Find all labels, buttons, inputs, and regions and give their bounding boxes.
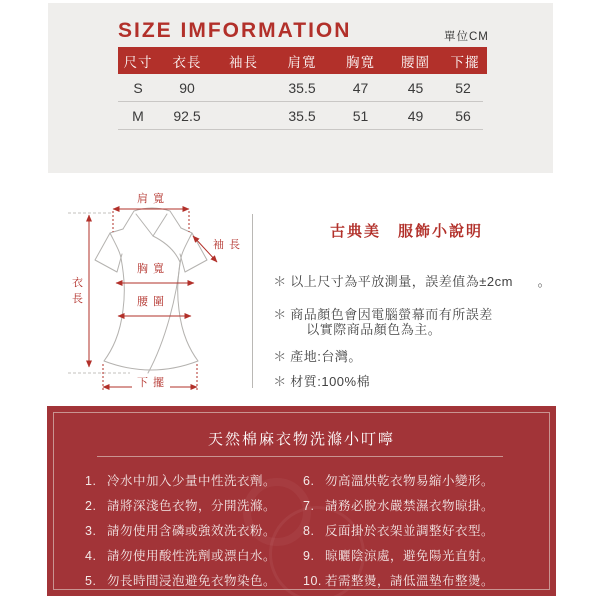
table-row-size-m [118,102,483,130]
item-number: 7. [303,499,315,513]
table-header-cell: 胸寬 [346,54,375,70]
chest-width-label: 胸 寬 [136,263,166,275]
list-item [303,494,521,519]
list-item [85,519,303,544]
item-number: 5. [85,574,97,588]
item-number: 9. [303,549,315,563]
table-header-cell: 尺寸 [123,54,153,70]
item-number: 3. [85,524,97,538]
washcare-list [85,469,546,594]
asterisk-bullet: ＊ [273,374,287,389]
table-cell: M [132,107,144,124]
item-number: 4. [85,549,97,563]
list-item [303,569,521,594]
table-cell: 49 [407,107,424,124]
garment-measurement-diagram [60,190,255,400]
note-text: 以上尺寸為平放測量，誤差值為±2cm 。 [290,274,552,289]
note-text: 商品顏色會因電腦螢幕而有所誤差 [290,307,493,322]
table-header-cell: 衣長 [172,54,202,70]
hem-label: 下 擺 [136,377,166,389]
table-cell: 35.5 [288,107,316,124]
washcare-title-divider [97,456,503,457]
washcare-list-right [303,469,521,594]
list-item [303,544,521,569]
item-number: 1. [85,474,97,488]
garment-outline [95,208,207,373]
item-number: 2. [85,499,97,513]
size-section-title: SIZE IMFORMATION [118,19,352,42]
note-measure [265,256,551,290]
asterisk-bullet: ＊ [273,349,287,364]
waist-label: 腰 圍 [136,296,166,308]
size-table-header [118,47,487,74]
table-cell: 51 [352,107,369,124]
table-row-size-s [118,74,483,102]
table-header-cell: 腰圍 [401,54,430,70]
item-number: 10. [303,574,322,588]
table-cell: 52 [455,79,471,96]
table-header-cell: 肩寬 [287,54,317,70]
item-number: 8. [303,524,315,538]
washcare-box [47,406,556,596]
item-text: 請勿使用酸性洗劑或漂白水。 [107,549,277,563]
item-text: 若需整燙，請低溫墊布整燙。 [325,574,495,588]
item-text: 請將深淺色衣物，分開洗滌。 [107,499,277,513]
table-cell: S [133,79,143,96]
list-item [85,469,303,494]
list-item [85,494,303,519]
asterisk-bullet: ＊ [273,274,287,289]
table-cell: 45 [407,79,424,96]
washcare-title: 天然棉麻衣物洗滌小叮嚀 [207,431,395,448]
washcare-list-left [85,469,303,594]
garment-length-label-top: 衣 [72,277,84,289]
item-text: 反面掛於衣架並調整好衣型。 [325,524,495,538]
item-text: 請勿使用含磷或強效洗衣粉。 [107,524,277,538]
size-table-body [118,74,483,130]
item-text: 勿高溫烘乾衣物易縮小變形。 [325,474,495,488]
shoulder-width-label: 肩 寬 [136,193,166,205]
info-section-title: 古典美 服飾小說明 [330,223,484,240]
item-number: 6. [303,474,315,488]
note-text: 產地:台灣。 [290,349,362,364]
unit-label: 單位CM [444,31,489,43]
table-header-cell: 袖長 [229,54,258,70]
table-cell: 90 [179,79,195,96]
list-item [303,519,521,544]
list-item [303,469,521,494]
note-text: 材質:100%棉 [290,374,371,389]
item-text: 勿長時間浸泡避免衣物染色。 [107,574,277,588]
item-text: 請務必脫水嚴禁濕衣物晾掛。 [325,499,495,513]
note-material [265,356,370,390]
table-cell: 35.5 [288,79,316,96]
sleeve-length-label: 袖 長 [212,239,242,251]
table-cell: 47 [352,79,369,96]
vertical-divider [252,214,253,388]
table-cell: 92.5 [173,107,201,124]
item-text: 冷水中加入少量中性洗衣劑。 [107,474,277,488]
table-header-cell: 下擺 [450,54,480,70]
note-text: 以實際商品顏色為主。 [306,322,442,337]
list-item [85,544,303,569]
table-cell: 56 [455,107,471,124]
asterisk-bullet: ＊ [273,307,287,322]
garment-length-label-bottom: 長 [72,293,84,305]
size-info-panel [48,3,553,173]
item-text: 晾曬陰涼處，避免陽光直射。 [325,549,495,563]
list-item [85,569,303,594]
